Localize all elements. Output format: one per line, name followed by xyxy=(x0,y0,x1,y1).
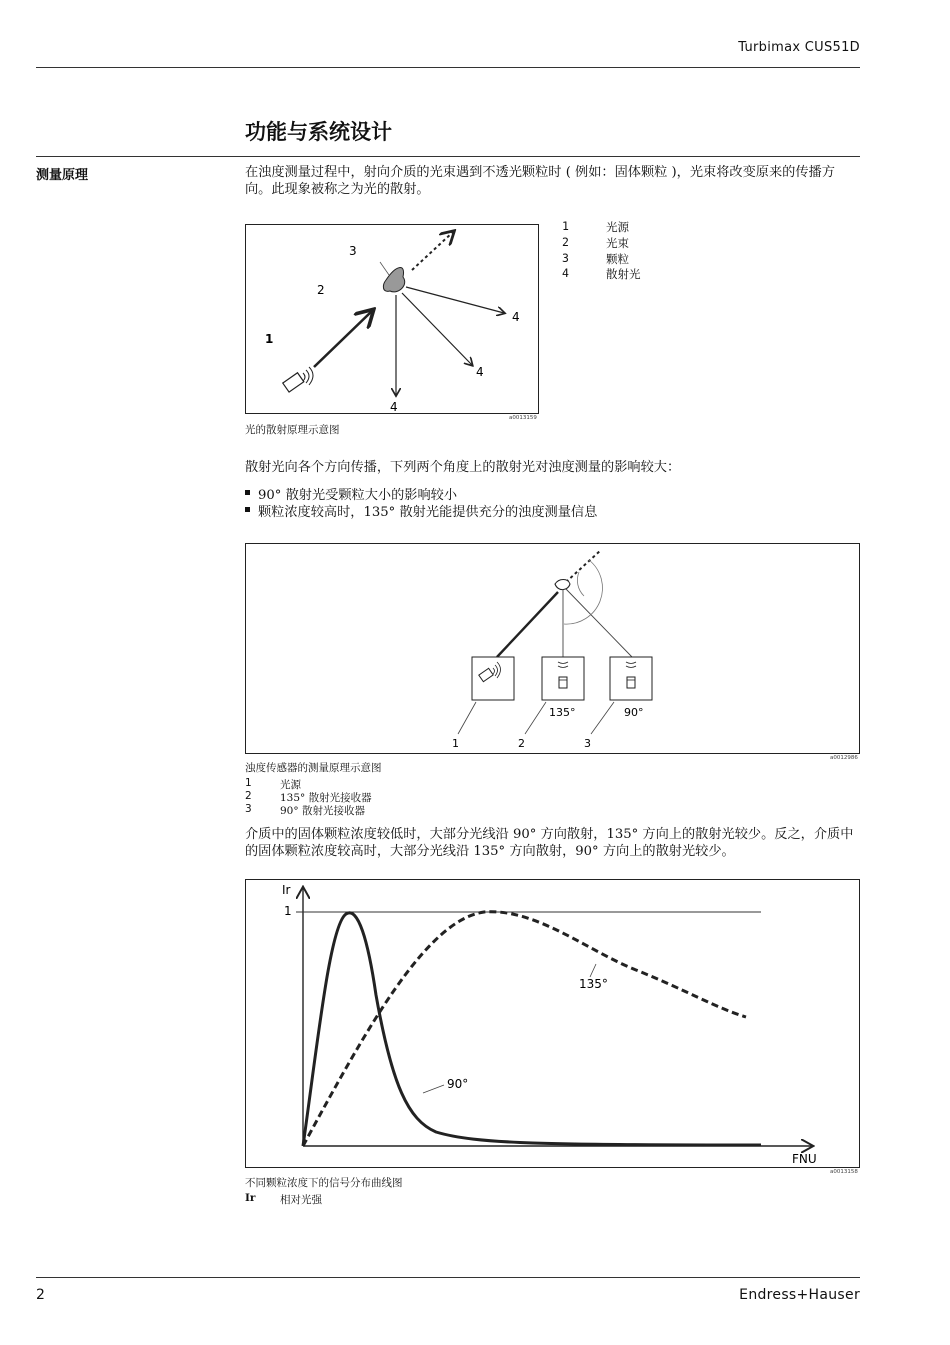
scattered-ray-forward xyxy=(412,232,453,270)
figure-signal-curves xyxy=(245,879,860,1168)
fig1-label-4c: 4 xyxy=(390,400,398,414)
sensor-diagram xyxy=(246,544,861,755)
fig1-label-4b: 4 xyxy=(476,365,484,379)
light-source-box xyxy=(472,657,514,700)
curve-90-label: 90° xyxy=(447,1077,469,1091)
x-axis-label: FNU xyxy=(792,1152,817,1166)
intro-paragraph: 在浊度测量过程中，射向介质的光束遇到不透光颗粒时 ( 例如：固体颗粒 )，光束将改变原来的传播方向。此现象被称之为光的散射。 xyxy=(245,165,835,197)
figure-sensor-principle xyxy=(245,543,860,754)
fig1-label-1: 1 xyxy=(265,332,274,346)
header-product: Turbimax CUS51D xyxy=(738,40,860,55)
fig2-label-3: 3 xyxy=(584,737,591,750)
fig1-label-4a: 4 xyxy=(512,310,520,324)
figure2-id: a0012986 xyxy=(830,755,858,761)
fig2-angle-90: 90° xyxy=(624,706,644,719)
fig2-label-2: 2 xyxy=(518,737,525,750)
scattered-ray-diagonal xyxy=(402,293,472,365)
footer-brand: Endress+Hauser xyxy=(739,1287,860,1303)
section-title: 功能与系统设计 xyxy=(245,120,392,144)
footer-page-number: 2 xyxy=(36,1287,46,1303)
signal-curve-plot xyxy=(246,880,861,1169)
figure1-id: a0013159 xyxy=(509,415,537,421)
figure3-caption: 不同颗粒浓度下的信号分布曲线图 xyxy=(245,1177,403,1189)
fig2-angle-135: 135° xyxy=(549,706,576,719)
figure3-id: a0013158 xyxy=(830,1169,858,1175)
curve-135-label: 135° xyxy=(579,977,608,991)
particle-icon xyxy=(555,580,570,590)
figure1-caption: 光的散射原理示意图 xyxy=(245,424,340,436)
header-rule xyxy=(36,67,860,68)
paragraph-3: 介质中的固体颗粒浓度较低时，大部分光线沿 90° 方向散射，135° 方向上的散射光较少。反之，介质中的固体颗粒浓度较高时，大部分光线沿 135° 方向散射，90° 方向上的散射光较少。 xyxy=(245,827,854,859)
figure2-caption: 浊度传感器的测量原理示意图 xyxy=(245,762,382,774)
y-axis-label: Ir xyxy=(282,883,291,897)
paragraph-2: 散射光向各个方向传播，下列两个角度上的散射光对浊度测量的影响较大： xyxy=(245,460,681,475)
side-label: 测量原理 xyxy=(36,168,89,183)
section-rule xyxy=(36,156,860,157)
footer-rule xyxy=(36,1277,860,1278)
curve-90 xyxy=(303,913,761,1146)
scattered-ray-right xyxy=(406,287,504,313)
y-tick-1: 1 xyxy=(284,904,292,918)
curve-135 xyxy=(303,912,746,1146)
fig1-label-3: 3 xyxy=(349,244,357,258)
figure-scattering-principle xyxy=(245,224,539,414)
light-beam xyxy=(314,311,372,367)
light-source-icon xyxy=(283,367,313,392)
fig1-label-2: 2 xyxy=(317,283,325,297)
scattering-diagram xyxy=(246,225,540,415)
fig2-label-1: 1 xyxy=(452,737,459,750)
